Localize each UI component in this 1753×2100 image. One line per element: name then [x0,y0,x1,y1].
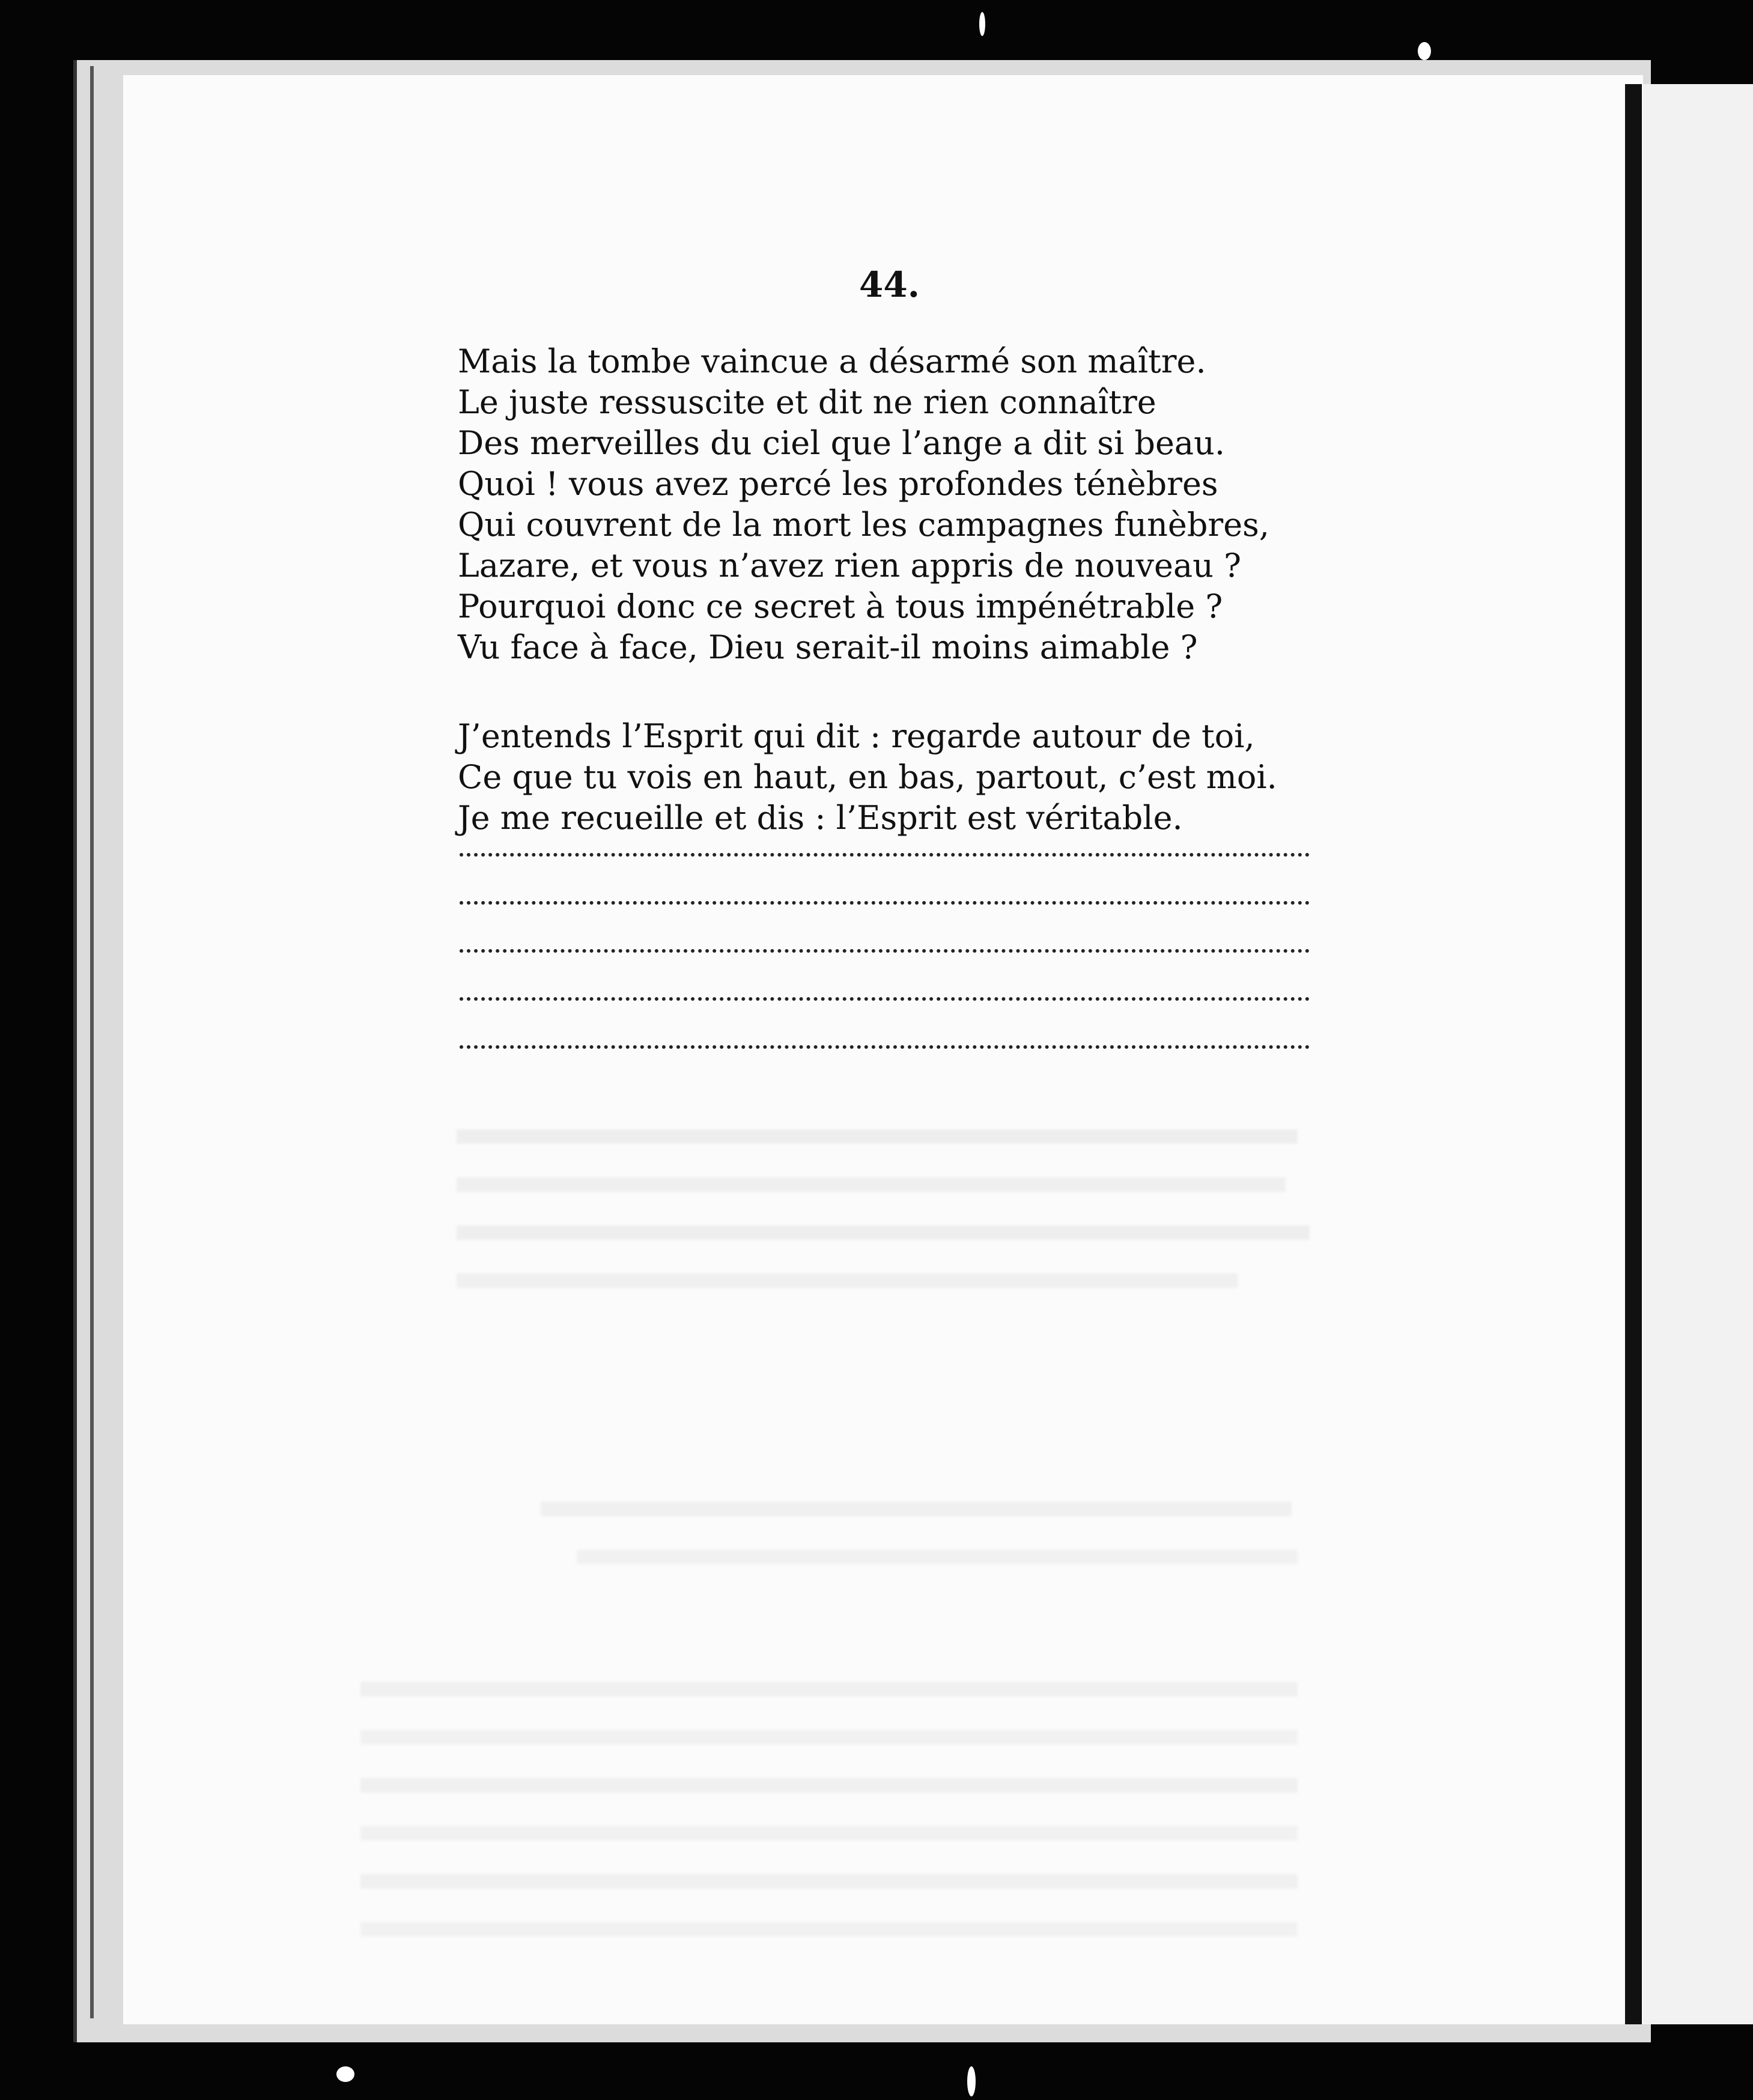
dot-leader-row [460,829,1310,877]
dot-leader-row [460,973,1310,1021]
dot-leader-row [460,877,1310,925]
scan-speck [967,2066,976,2096]
facing-page-edge [1643,84,1753,2024]
verse-line: Des merveilles du ciel que l’ange a dit si beau. [458,424,1226,462]
page-number: 44. [859,264,920,305]
verse-line: Ce que tu vois en haut, en bas, partout, c’est moi. [458,758,1277,796]
scan-speck [1418,42,1431,60]
page-edge-line [90,66,94,2018]
dot-leader-row [460,925,1310,973]
omission-dot-leaders [460,829,1310,1069]
poem [458,341,1311,839]
verse-line: Qui couvrent de la mort les campagnes funèbres, [458,506,1270,544]
verse-line: Lazare, et vous n’avez rien appris de nouveau ? [458,547,1242,584]
scan-speck [336,2066,354,2082]
page-gutter-shadow [1625,84,1642,2024]
verse-line: Je me recueille et dis : l’Esprit est véritable. [458,799,1183,837]
verse-line: Mais la tombe vaincue a désarmé son maître. [458,342,1206,380]
dot-leader-row [460,1021,1310,1069]
verse-line: Quoi ! vous avez percé les profondes ténèbres [458,465,1218,503]
verse-line: J’entends l’Esprit qui dit : regarde autour de toi, [458,717,1255,755]
stanza-break [458,668,1311,716]
scan-speck [979,12,985,36]
verse-line: Vu face à face, Dieu serait-il moins aimable ? [458,628,1198,666]
verse-line: Pourquoi donc ce secret à tous impénétrable ? [458,587,1223,625]
verse-line: Le juste ressuscite et dit ne rien connaître [458,383,1156,421]
